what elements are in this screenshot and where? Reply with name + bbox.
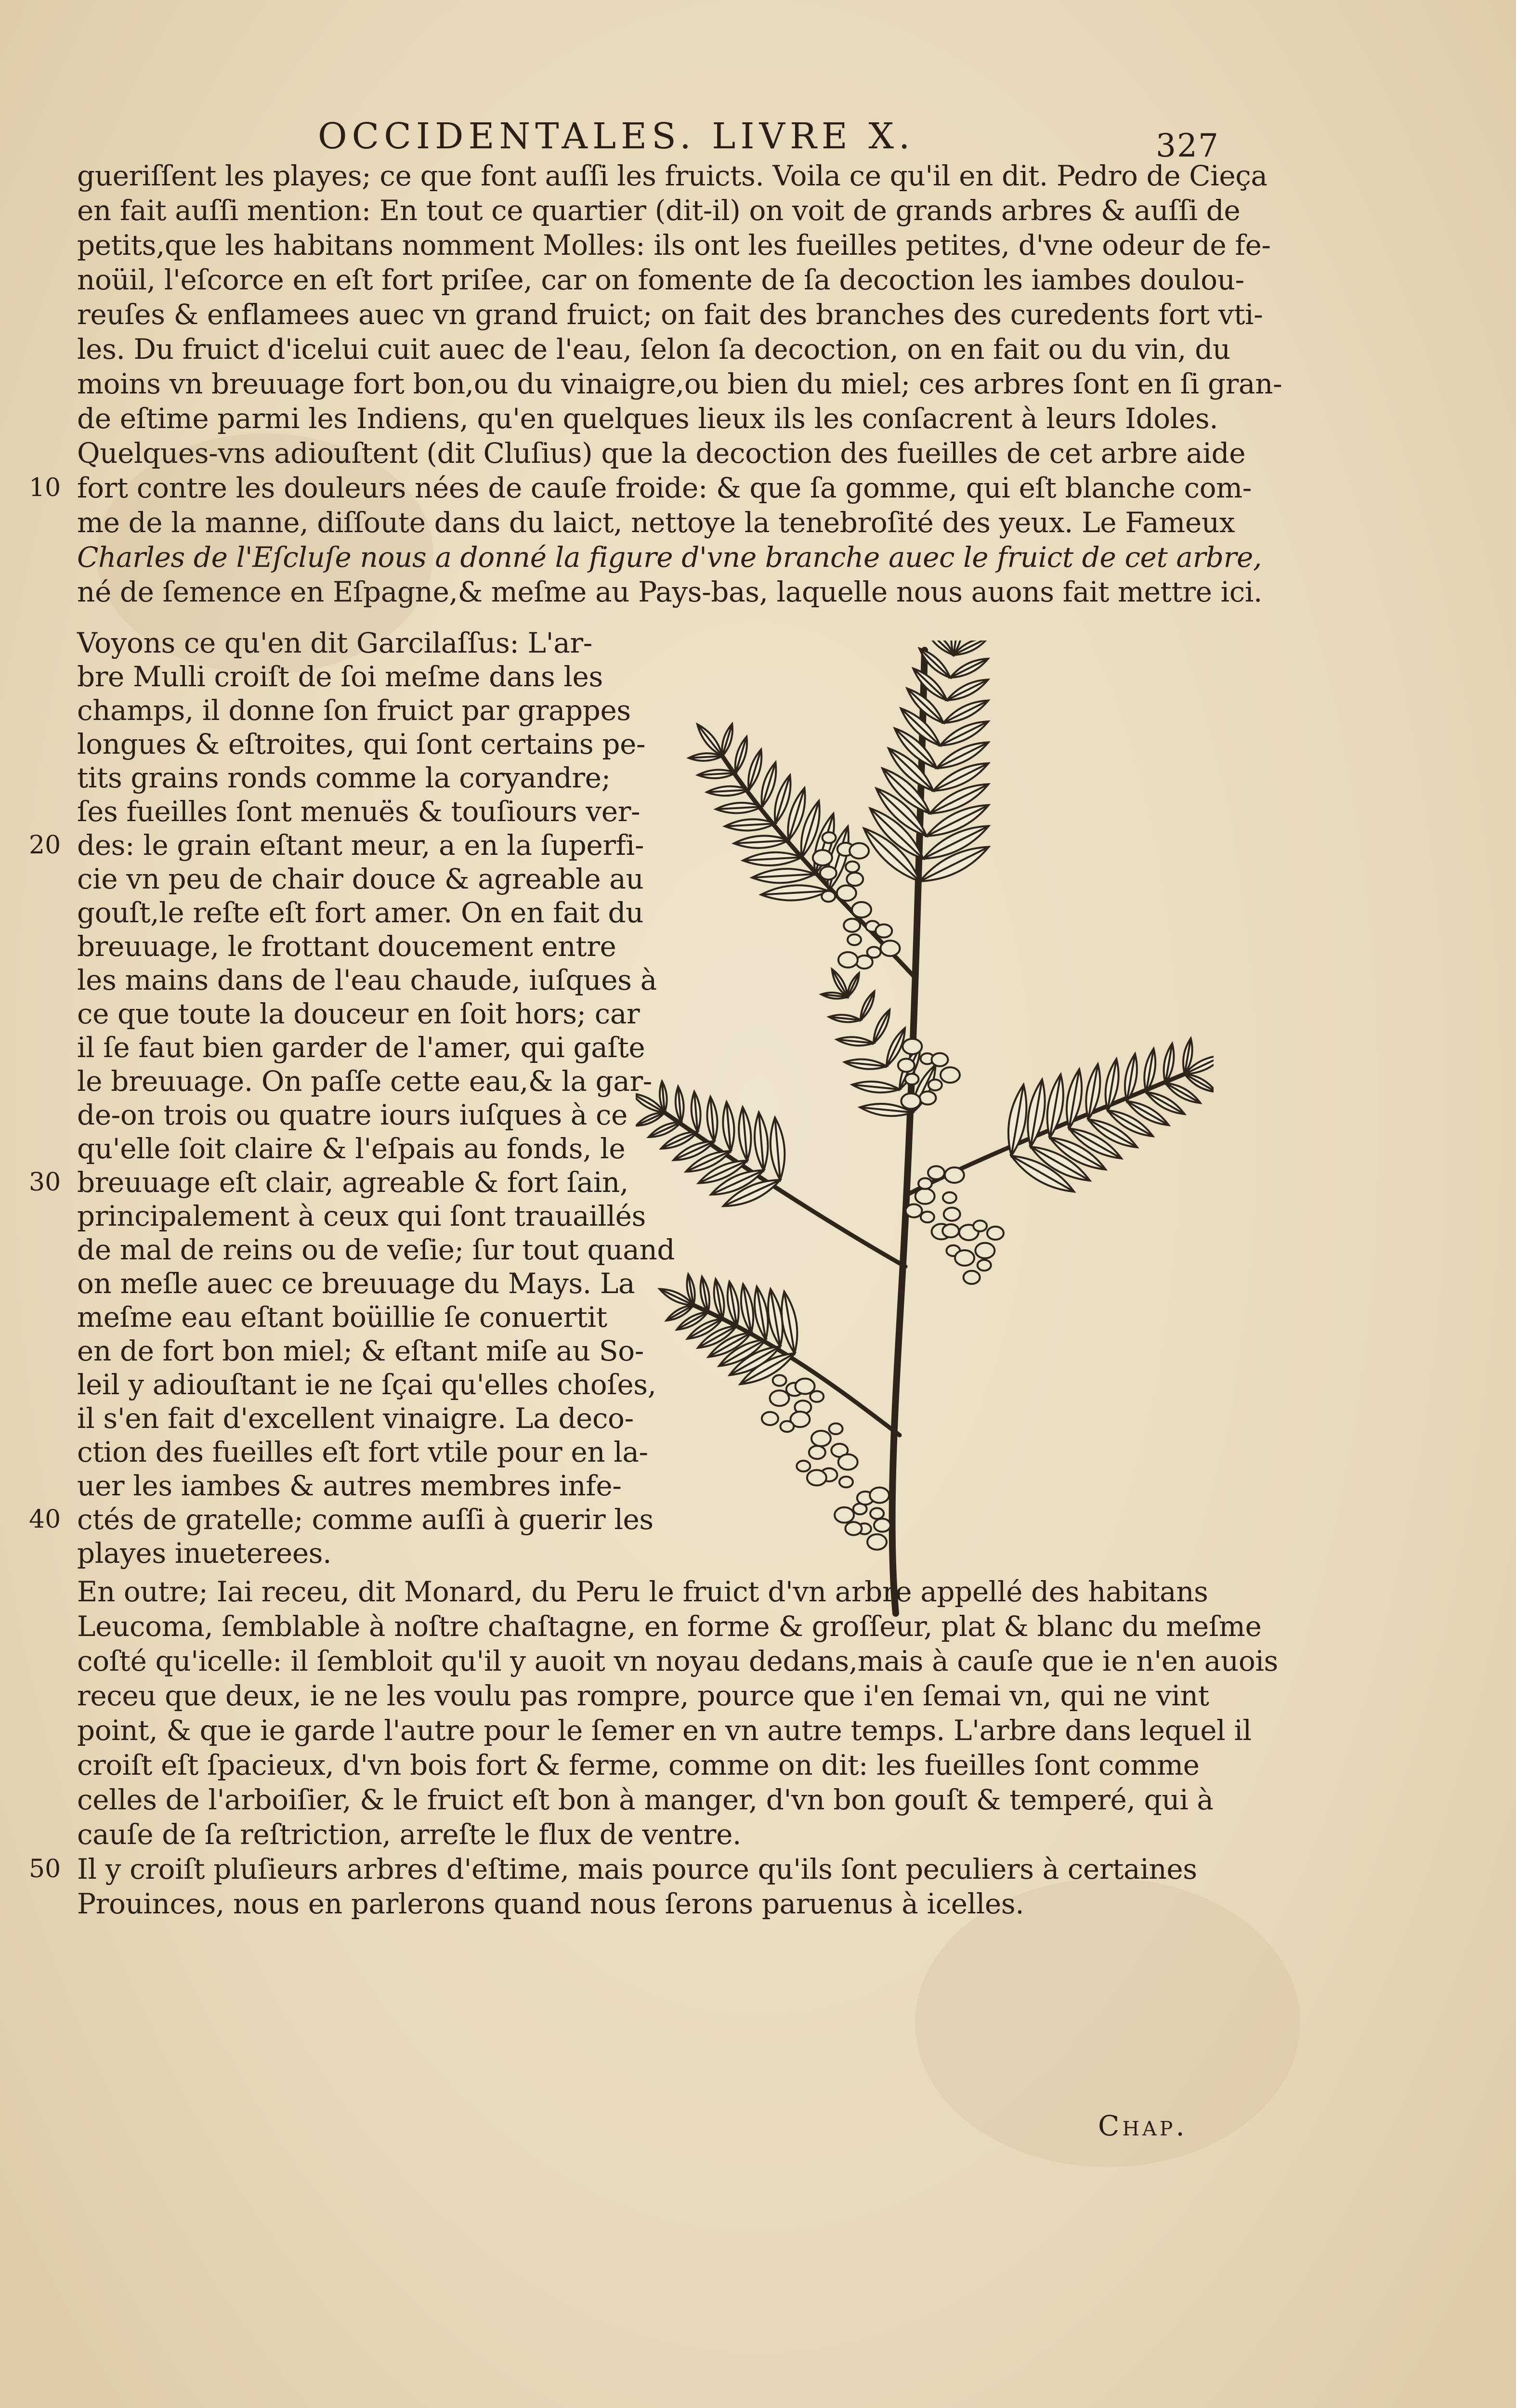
berry <box>945 1167 964 1183</box>
column-line: bre Mulli croiſt de ſoi meſme dans les <box>77 660 603 693</box>
leaflet <box>697 769 736 779</box>
berry <box>822 891 835 902</box>
berry <box>931 1053 948 1066</box>
berry <box>762 1412 778 1425</box>
leaflet <box>829 1013 861 1023</box>
berry <box>773 1375 786 1386</box>
leaflet <box>706 1097 719 1142</box>
column-line: uer les iambes & autres membres infe- <box>77 1469 622 1502</box>
berry <box>955 1250 974 1266</box>
berry <box>844 919 860 932</box>
column-line: breuuage eſt clair, agreable & fort ſain, <box>77 1166 628 1199</box>
column-line: ction des fueilles eſt fort vtile pour en la- <box>77 1436 648 1468</box>
leaflet <box>752 1112 770 1171</box>
leaflet <box>836 1035 874 1047</box>
berry <box>813 850 832 865</box>
line-number: 10 <box>29 473 61 502</box>
column-line: longues & eſtroites, qui ſont certains pe- <box>77 728 646 760</box>
berry <box>852 902 871 917</box>
column-line: playes inueterees. <box>77 1537 332 1570</box>
text-line: moins vn breuuage fort bon,ou du vinaigre,ou bien du miel; ces arbres ſont en ſi gran- <box>77 367 1282 400</box>
column-line: des: le grain eſtant meur, a en la ſuperfi- <box>77 829 644 862</box>
berry <box>870 1508 884 1518</box>
leaflet <box>706 785 749 797</box>
berry <box>835 1507 854 1523</box>
berry <box>770 1390 789 1406</box>
text-line: les. Du fruict d'icelui cuit auec de l'eau, ſelon ſa decoction, on en fait ou du vin, du <box>77 333 1230 366</box>
berry <box>898 1059 915 1072</box>
leaflet <box>674 1086 685 1122</box>
leaflet <box>745 748 766 791</box>
text-line: coſté qu'icelle: il ſembloit qu'il y auoit vn noyau dedans,mais à cauſe que ie n'en auois <box>77 1645 1278 1677</box>
berry <box>942 1224 959 1237</box>
leaflet <box>768 1117 787 1180</box>
column-line: il s'en fait d'excellent vinaigre. La deco- <box>77 1402 634 1435</box>
text-line: En outre; Iai receu, dit Monard, du Peru le fruict d'vn arbre appellé des habitans <box>77 1575 1208 1608</box>
berry <box>837 885 856 901</box>
berry <box>921 1212 934 1222</box>
column-line: ctés de gratelle; comme auſſi à guerir les <box>77 1503 653 1536</box>
leaflet <box>690 1091 702 1132</box>
column-line: de-on trois ou quatre iours iuſques à ce <box>77 1099 627 1131</box>
berry <box>797 1461 810 1471</box>
text-line: Leucoma, ſemblable à noſtre chaſtagne, en forme & groſſeur, plat & blanc du meſme <box>77 1610 1262 1643</box>
column-line: il ſe faut bien garder de l'amer, qui gaſte <box>77 1031 645 1064</box>
berry <box>944 1208 960 1221</box>
leaflet <box>851 1079 900 1094</box>
text-line: celles de l'arboiſier, & le fruict eſt bon à manger, d'vn bon gouſt & temperé, qui à <box>77 1783 1214 1816</box>
berry <box>874 1518 890 1531</box>
text-line: reuſes & enflamees auec vn grand fruict; on fait des branches des curedents fort vti- <box>77 298 1263 331</box>
berry <box>987 1227 1004 1240</box>
berry <box>780 1421 794 1432</box>
leaflet <box>870 1008 893 1045</box>
column-line: principalement à ceux qui ſont trauaillés <box>77 1200 646 1232</box>
catchword: Chap. <box>1098 2109 1188 2142</box>
leaflet <box>857 990 877 1021</box>
leaflet <box>760 884 828 902</box>
berry <box>941 1067 960 1083</box>
berry <box>809 1446 825 1459</box>
berry <box>973 1220 987 1231</box>
berry <box>867 1534 887 1550</box>
berry <box>849 843 869 859</box>
text-line: Charles de l'Eſcluſe nous a donné la figure d'vne branche auec le fruict de cet arbre, <box>77 541 1262 574</box>
text-line: cauſe de ſa reſtriction, arreſte le flux de ventre. <box>77 1818 742 1851</box>
leaflet <box>733 835 789 850</box>
leaflet <box>737 1107 753 1161</box>
line-number: 40 <box>29 1505 61 1534</box>
berry <box>838 952 858 968</box>
berry <box>856 955 873 968</box>
line-number: 30 <box>29 1168 61 1197</box>
berry <box>915 1189 935 1204</box>
berry <box>876 924 892 937</box>
berry <box>918 1178 932 1189</box>
berry <box>823 832 836 843</box>
berry <box>846 862 859 872</box>
column-line: gouſt,le reſte eſt fort amer. On en fait du <box>77 896 644 929</box>
text-line: en fait auſſi mention: En tout ce quartier (dit-il) on voit de grands arbres & auſſi de <box>77 194 1241 227</box>
column-line: de mal de reins ou de veſie; ſur tout quand <box>77 1233 675 1266</box>
berry <box>928 1080 942 1090</box>
text-line: receu que deux, ie ne les voulu pas rompre, pource que i'en ſemai vn, qui ne vint <box>77 1679 1209 1712</box>
column-line: en de fort bon miel; & eſtant miſe au So- <box>77 1335 644 1367</box>
leaflet <box>844 1058 887 1071</box>
leaflet <box>752 867 816 885</box>
berry <box>829 1424 843 1434</box>
berry <box>905 1074 918 1085</box>
berry <box>839 1477 853 1487</box>
text-line: noüil, l'eſcorce en eſt fort priſee, car on fomente de ſa decoction les iambes doulou- <box>77 263 1244 296</box>
column-line: ſes fueilles ſont menuës & touſiours ver- <box>77 795 640 828</box>
berry <box>919 1091 936 1104</box>
column-line: breuuage, le frottant doucement entre <box>77 930 616 963</box>
text-line: Quelques-vns adiouſtent (dit Cluſius) que la decoction des fueilles de cet arbre aide <box>77 437 1246 470</box>
text-line: point, & que ie garde l'autre pour le ſemer en vn autre temps. L'arbre dans lequel il <box>77 1714 1252 1747</box>
berry <box>902 1039 922 1054</box>
leaflet <box>1043 1073 1068 1139</box>
berry <box>845 1522 862 1535</box>
text-line: de eſtime parmi les Indiens, qu'en quelques lieux ils les conſacrent à leurs Idoles. <box>77 402 1218 435</box>
text-line: Il y croiſt pluſieurs arbres d'eſtime, mais pource qu'ils ſont peculiers à certaines <box>77 1853 1197 1885</box>
berry <box>880 941 900 956</box>
leaflet <box>743 851 802 867</box>
leaflet <box>732 735 750 774</box>
berry <box>943 1192 956 1203</box>
text-line: né de ſemence en Eſpagne,& meſme au Pays-bas, laquelle nous auons fait mettre ici. <box>77 576 1263 608</box>
text-line: croiſt eſt ſpacieux, d'vn bois fort & ferme, comme on dit: les fueilles ſont comme <box>77 1749 1200 1781</box>
berry <box>964 1271 980 1284</box>
column-line: leil y adiouſtant ie ne ſçai qu'elles choſes, <box>77 1368 656 1401</box>
leaflet <box>948 654 990 682</box>
berry <box>807 1470 826 1485</box>
berry <box>978 1260 991 1270</box>
column-line: cie vn peu de chair douce & agreable au <box>77 863 644 895</box>
berry <box>820 866 836 879</box>
column-line: qu'elle ſoit claire & l'eſpais au fonds, le <box>77 1132 626 1165</box>
column-line: ce que toute la douceur en ſoit hors; car <box>77 997 640 1030</box>
text-line: gueriſſent les playes; ce que font auſſi les fruicts. Voila ce qu'il en dit. Pedro de Cieça <box>77 159 1268 192</box>
leaflet <box>721 1101 736 1152</box>
column-line: meſme eau eſtant boüillie ſe conuertit <box>77 1301 607 1334</box>
mulli-branch-woodcut <box>636 641 1214 1623</box>
berry <box>906 1204 922 1217</box>
line-number: 50 <box>29 1855 61 1884</box>
berry <box>901 1093 920 1109</box>
berry <box>847 873 863 886</box>
column-line: Voyons ce qu'en dit Garcilaſſus: L'ar- <box>77 627 592 659</box>
berry <box>975 1243 994 1258</box>
leaflet <box>1062 1068 1085 1130</box>
berry <box>811 1431 831 1446</box>
berry <box>810 1391 823 1402</box>
text-line: petits,que les habitans nomment Molles: ils ont les fueilles petites, d'vne odeur de fe- <box>77 229 1271 262</box>
column-line: champs, il donne ſon fruict par grappes <box>77 694 631 727</box>
column-line: on meſle auec ce breuuage du Mays. La <box>77 1267 635 1300</box>
berry <box>796 1378 815 1394</box>
running-title: OCCIDENTALES. LIVRE X. <box>318 116 915 157</box>
column-line: les mains dans de l'eau chaude, iuſques à <box>77 964 657 996</box>
column-line: le breuuage. On paſſe cette eau,& la gar- <box>77 1065 652 1098</box>
text-line: Prouinces, nous en parlerons quand nous ſerons paruenus à icelles. <box>77 1887 1024 1920</box>
column-line: tits grains ronds comme la coryandre; <box>77 761 611 794</box>
text-line: fort contre les douleurs nées de cauſe froide: & que ſa gomme, qui eſt blanche com- <box>77 471 1252 504</box>
page-number: 327 <box>1156 127 1219 164</box>
berry <box>928 1166 944 1179</box>
line-number: 20 <box>29 831 61 860</box>
berry <box>848 934 861 945</box>
text-line: me de la manne, diſſoute dans du laict, nettoye la tenebroſité des yeux. Le Fameux <box>77 506 1235 539</box>
berry <box>870 1488 889 1503</box>
leaflet <box>1082 1063 1104 1120</box>
berry <box>838 1454 858 1470</box>
